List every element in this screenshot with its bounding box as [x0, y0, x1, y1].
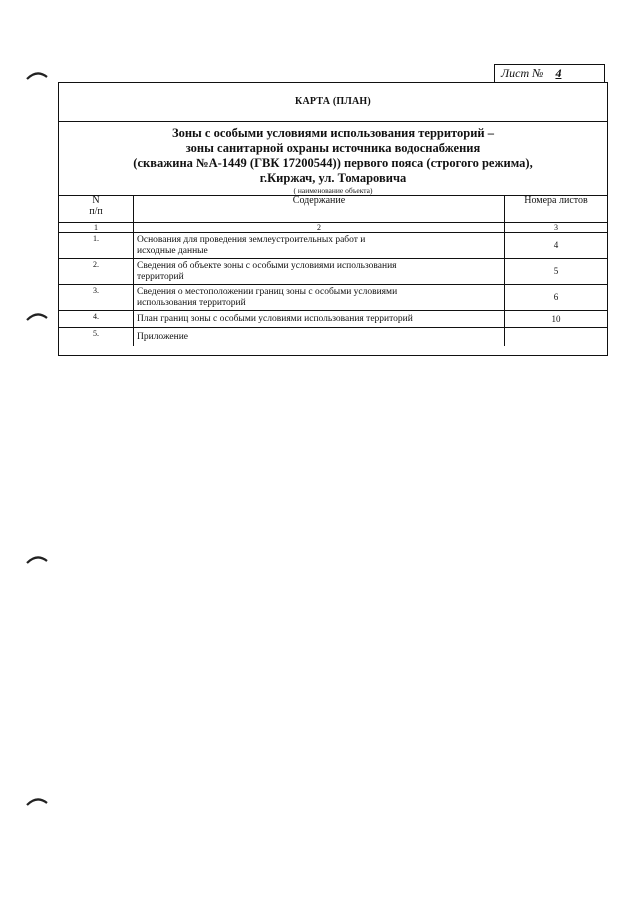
row-number: 4.: [59, 311, 134, 328]
row-content: План границ зоны с особыми условиями использования территорий: [134, 311, 505, 328]
row-sheets: 10: [505, 311, 608, 328]
row-content: Сведения об объекте зоны с особыми условиями использования территорий: [134, 259, 505, 285]
header-content: Содержание: [134, 196, 505, 223]
row-sheets: [505, 328, 608, 347]
object-line: (скважина №А-1449 (ГВК 17200544)) первого пояса (строгого режима),: [133, 156, 533, 170]
table-row: [59, 311, 607, 328]
contents-table: [59, 195, 607, 346]
row-sheets: 4: [505, 233, 608, 259]
sheet-label: Лист №: [501, 66, 544, 80]
row-number: 5.: [59, 328, 134, 347]
row-content: Приложение: [134, 328, 505, 347]
row-sheets: 5: [505, 259, 608, 285]
column-index-row: [59, 223, 607, 233]
row-content: Сведения о местоположении границ зоны с особыми условиями использования территорий: [134, 285, 505, 311]
row-number: 1.: [59, 233, 134, 259]
object-line: Зоны с особыми условиями использования территорий –: [171, 126, 495, 140]
index-cell: 1: [59, 223, 134, 233]
document-frame: [58, 82, 608, 356]
row-number: 3.: [59, 285, 134, 311]
punch-hole-mark-icon: [26, 795, 48, 807]
object-caption: ( наименование объекта): [293, 186, 373, 195]
map-title: КАРТА (ПЛАН): [59, 83, 607, 122]
punch-hole-mark-icon: [26, 310, 48, 322]
row-number: 2.: [59, 259, 134, 285]
table-row: [59, 285, 607, 311]
index-cell: 3: [505, 223, 608, 233]
sheet-number: 4: [555, 66, 562, 80]
object-line: зоны санитарной охраны источника водоснабжения: [185, 141, 481, 155]
header-sheets: Номера листов: [505, 196, 608, 223]
header-number: N п/п: [59, 196, 134, 223]
object-title: [59, 122, 607, 195]
sheet-number-box: [494, 64, 605, 82]
row-sheets: 6: [505, 285, 608, 311]
table-row: [59, 328, 607, 347]
table-header-row: [59, 196, 607, 223]
table-row: [59, 259, 607, 285]
punch-hole-mark-icon: [26, 69, 48, 81]
index-cell: 2: [134, 223, 505, 233]
punch-hole-mark-icon: [26, 553, 48, 565]
table-row: [59, 233, 607, 259]
object-line: г.Киржач, ул. Томаровича: [259, 171, 407, 185]
row-content: Основания для проведения землеустроительных работ и исходные данные: [134, 233, 505, 259]
